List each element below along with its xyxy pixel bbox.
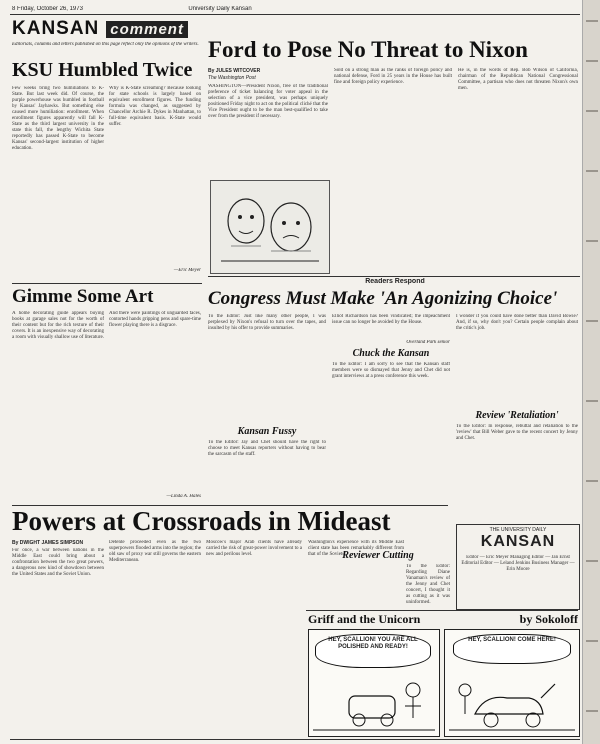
agony-body: I wonder if you could have done better than David Bowie? And, if so, why don't you? Certain people complain about the critic's job. — [456, 314, 578, 331]
fussy-body: To the Editor: Jay and Chet should have the right to choose to meet Kansas reporters without having to bear the sarcasm of the staff. — [208, 440, 326, 457]
powers-headline: Powers at Crossroads in Mideast — [12, 508, 391, 536]
ford-byline2: The Washington Post — [208, 75, 256, 81]
comic-art-1 — [309, 666, 439, 736]
ford-illustration — [210, 180, 330, 274]
comic-rule — [306, 610, 578, 611]
retaliation-body: To the Editor: In response, rebuttal and retaliation to the 'review' that Bill Weber gave to the recent concert by Jenny and Chet. — [456, 424, 578, 441]
comic-art-2 — [445, 664, 579, 736]
ford-col1: WASHINGTON—President Nixon, free of the traditional preference of ticket balancing for voter appeal in the selection of a vice president, was perhaps uniquely positioned Friday night to act on the political cliché that the Vice President ought to be the man best-qualified to take over from the president if necessary. — [208, 84, 328, 119]
gimme-rule — [12, 283, 202, 284]
powers-rule — [12, 505, 448, 506]
comic-panel-1 — [308, 629, 440, 737]
reviewer-body: To the Editor: Regarding Diane Vanaman's review of the Jenny and Chet concert, I thought it as cutting as it was uninformed. — [406, 564, 450, 605]
griff-author: by Sokoloff — [519, 613, 578, 626]
comic-bubble-1: HEY, SCALLION! YOU ARE ALL POLISHED AND READY! — [315, 634, 431, 668]
cartoon-drawing — [211, 181, 329, 273]
fussy-headline: Kansan Fussy — [237, 426, 297, 437]
kansan-comment-masthead — [12, 18, 202, 40]
staff-title: KANSAN — [480, 533, 556, 550]
powers-col3: Moscow's major Arab clients have already carried the risk of great-power involvement to a new and perilous level. — [206, 540, 302, 557]
powers-col1: For once, a war between nations in the Middle East could bring about a confrontation between the two great powers, a dangerous new kind of showdown between the United States and the Soviet Union. — [12, 548, 104, 577]
adjacent-page-edge — [582, 0, 600, 744]
griff-headline: Griff and the Unicorn — [308, 613, 421, 626]
congress-signature: Overland Park senior — [406, 340, 450, 345]
congress-headline: Congress Must Make 'An Agonizing Choice' — [208, 289, 558, 309]
ksu-col1: Few weeks bring two humiliations to K-State. But last week did. Of course, the purple powerhouse was humbled in football by Kansas' Jayhawks. But something else caused more humiliation: enrollment. When enrollment figures apparently will fall K-State as the third largest university in the state this fall, the lengthy Wichita State reportedly has passed K-State to become Kansas' second-largest institution of higher education. — [12, 86, 104, 151]
masthead-section: comment — [106, 21, 188, 38]
comic-bubble-2: HEY, SCALLION! COME HERE! — [453, 634, 571, 664]
gimme-col1: A home decorating guide appears buying books at garage sales not for the worth of their content but for the rich texture of their covers. It is an inexpensive way of decorating a room with visually shallow use of literature. — [12, 311, 104, 340]
gimme-signature: —Linda A. Hales — [166, 494, 201, 499]
powers-col4: Washington's experience with its Middle East client state has been remarkably different from that of the Soviets. — [308, 540, 404, 557]
ford-byline: By JULES WITCOVER — [208, 68, 261, 74]
congress-col1: To the Editor: Just like many other people, I was perplexed by Nixon's refusal to turn over the tapes, and insulted by his offer to provide summaries. — [208, 314, 326, 331]
readers-rule — [208, 276, 580, 277]
ksu-headline: KSU Humbled Twice — [12, 60, 193, 81]
gimme-col2: And there were paintings of unguarded faces, contorted hands gripping pens and spare-time flower playing there is a disgrace. — [109, 311, 201, 328]
page-info: 8 Friday, October 26, 1973 — [12, 6, 83, 12]
chuck-headline: Chuck the Kansan — [352, 348, 430, 359]
header-rule — [10, 14, 580, 15]
masthead-note: Editorials, columns and letters published on this page reflect only the opinions of the writers. — [12, 42, 199, 47]
ksu-col2: Why is K-State screaming? Because looking for state schools is largely based on equivalent enrollment figures. The funding formula was changed, as suggested by Chancellor Archie R. Dykes in Manhattan, to full-time equivalent basis. K-State would suffer. — [109, 86, 201, 127]
gimme-headline: Gimme Some Art — [12, 287, 154, 307]
ford-col3: He is, in the words of Rep. Bob Wilson of California, chairman of the Republican National Congressional Committee, a partisan who does not threaten Nixon's own men. — [458, 68, 578, 91]
retaliation-headline: Review 'Retaliation' — [475, 410, 559, 421]
chuck-body: To the Editor: I am sorry to see that the Kansan staff members were so dismayed that Jenny and Chet did not grant interviews at a press conference this week. — [332, 362, 450, 379]
powers-byline: By DWIGHT JAMES SIMPSON — [12, 540, 84, 546]
staff-list: Editor — Eric Meyer Managing Editor — Jan Ernst Editorial Editor — Leland Jenkins Business Manager — Erin Moore — [461, 555, 575, 572]
ford-col2: Sold on a strong man as the ranks of foreign policy and national defense, Ford in 25 years in the House has built fine and foreign policy experience. — [334, 68, 452, 85]
kansan-staff-box — [456, 524, 580, 610]
bottom-rule — [10, 739, 580, 740]
comic-panel-2 — [444, 629, 580, 737]
ford-headline: Ford to Pose No Threat to Nixon — [208, 38, 528, 62]
readers-respond-label: Readers Respond — [365, 278, 425, 285]
masthead-title: KANSAN — [12, 18, 100, 39]
staff-paper-name: THE UNIVERSITY DAILY — [489, 527, 547, 533]
ksu-signature: —Eric Meyer — [173, 268, 201, 273]
reviewer-headline: Reviewer Cutting — [342, 550, 414, 561]
powers-col2: Detente proceeded even as the two superpowers flooded arms into the region; the old saw of proxy war still governs the eastern Mediterranean. — [109, 540, 201, 563]
paper-name: University Daily Kansan — [188, 6, 252, 12]
congress-col2: Elliot Richardson has been vindicated; the impeachment issue can no longer be avoided by the House. — [332, 314, 450, 325]
